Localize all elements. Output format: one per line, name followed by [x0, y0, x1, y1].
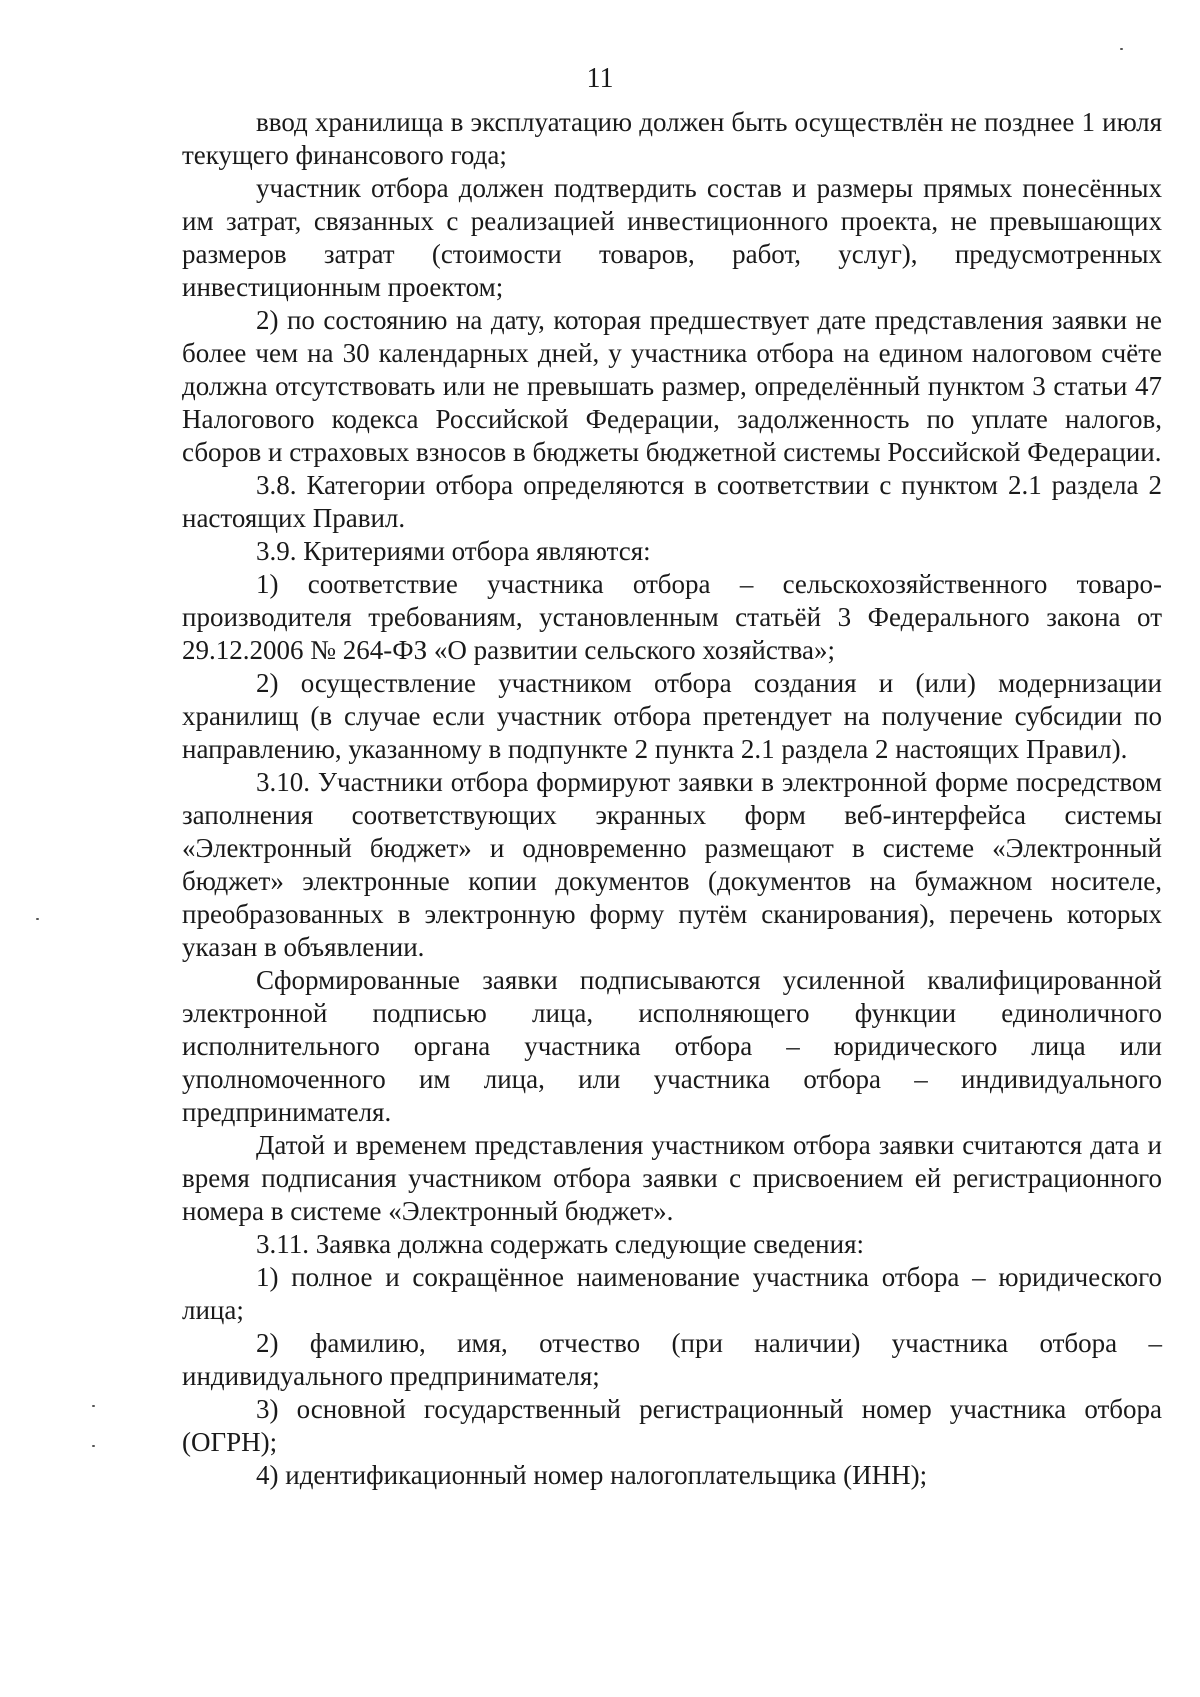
paragraph: участник отбора должен подтвердить состав и размеры прямых понесённых им затрат, связанных с реализацией инвестиционного проекта, не превышающих размеров затрат (стоимости товаров, работ, услуг), предусмотренных инвестиционным проектом; — [182, 173, 1162, 302]
paragraph: 1) соответствие участника отбора – сельскохозяйственного товаро-производителя требованиям, установленным статьёй 3 Федерального закона от 29.12.2006 № 264-ФЗ «О развитии сельского хозяйства»; — [182, 569, 1162, 665]
paragraph: Датой и временем представления участником отбора заявки считаются дата и время подписания участником отбора заявки с присвоением ей регистрационного номера в системе «Электронный бюджет». — [182, 1130, 1162, 1226]
scan-speck — [92, 1405, 95, 1407]
page-number: 11 — [586, 63, 614, 94]
paragraph: 3.9. Критериями отбора являются: — [256, 536, 651, 566]
paragraph: 3) основной государственный регистрационный номер участника отбора (ОГРН); — [182, 1394, 1162, 1457]
paragraph: 2) осуществление участником отбора создания и (или) модернизации хранилищ (в случае если участник отбора претендует на получение субсидии по направлению, указанному в подпункте 2 пункта 2.1 раздела 2 настоящих Правил). — [182, 668, 1162, 764]
scan-speck — [92, 1445, 95, 1447]
scan-speck — [36, 918, 39, 920]
paragraph: 2) по состоянию на дату, которая предшествует дате представления заявки не более чем на 30 календарных дней, у участника отбора на едином налоговом счёте должна отсутствовать или не превышать размер, определённый пунктом 3 статьи 47 Налогового кодекса Российской Федерации, задолженность по уплате налогов, сборов и страховых взносов в бюджеты бюджетной системы Российской Федерации. — [182, 305, 1162, 467]
document-body — [182, 106, 1162, 1492]
paragraph: 1) полное и сокращённое наименование участника отбора – юридического лица; — [182, 1262, 1162, 1325]
paragraph: 4) идентификационный номер налогоплательщика (ИНН); — [256, 1460, 928, 1490]
paragraph: 3.10. Участники отбора формируют заявки в электронной форме посредством заполнения соответствующих экранных форм веб-интерфейса системы «Электронный бюджет» и одновременно размещают в системе «Электронный бюджет» электронные копии документов (документов на бумажном носителе, преобразованных в электронную форму путём сканирования), перечень которых указан в объявлении. — [182, 767, 1162, 962]
paragraph: 3.11. Заявка должна содержать следующие сведения: — [256, 1229, 865, 1259]
paragraph: ввод хранилища в эксплуатацию должен быть осуществлён не позднее 1 июля текущего финансового года; — [182, 107, 1162, 170]
paragraph: 3.8. Категории отбора определяются в соответствии с пунктом 2.1 раздела 2 настоящих Правил. — [182, 470, 1162, 533]
paragraph: Сформированные заявки подписываются усиленной квалифицированной электронной подписью лица, исполняющего функции единоличного исполнительного органа участника отбора – юридического лица или уполномоченного им лица, или участника отбора – индивидуального предпринимателя. — [182, 965, 1162, 1127]
scan-speck — [1120, 48, 1123, 50]
paragraph: 2) фамилию, имя, отчество (при наличии) участника отбора – индивидуального предпринимателя; — [182, 1328, 1162, 1391]
